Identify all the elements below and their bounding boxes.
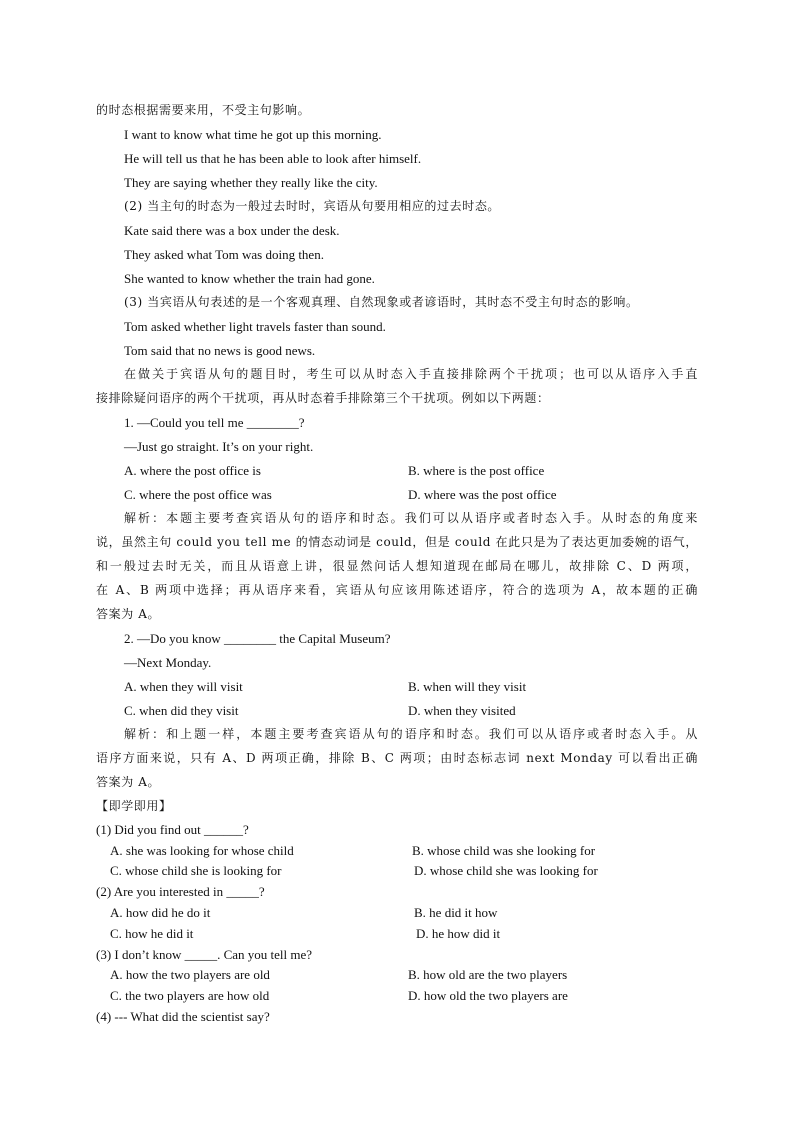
exercise-stem: (4) --- What did the scientist say? xyxy=(96,1009,270,1024)
option-b: B. he did it how xyxy=(414,905,498,920)
example-sentence: I want to know what time he got up this morning. xyxy=(124,127,382,142)
option-b: B. when will they visit xyxy=(408,679,527,694)
option-c: C. the two players are how old xyxy=(110,988,270,1003)
analysis-line: 在 A、B 两项中选择；再从语序来看，宾语从句应该用陈述语序，符合的选项为 A，故本题的正确 xyxy=(96,583,698,597)
analysis-line: 说，虽然主句 could you tell me 的情态动词是 could，但是 could 在此只是为了表达更加委婉的语气， xyxy=(96,535,698,549)
rule-heading: (3) 当宾语从句表述的是一个客观真理、自然现象或者谚语时，其时态不受主句时态的影响。 xyxy=(124,295,639,309)
analysis-line: 答案为 A。 xyxy=(96,775,161,789)
rule-heading: (2) 当主句的时态为一般过去时时，宾语从句要用相应的过去时态。 xyxy=(124,199,501,213)
question-reply: —Just go straight. It’s on your right. xyxy=(124,439,314,454)
option-a: A. how did he do it xyxy=(110,905,211,920)
option-b: B. whose child was she looking for xyxy=(412,843,596,858)
question-reply: —Next Monday. xyxy=(124,655,212,670)
section-heading: 【即学即用】 xyxy=(96,799,172,813)
option-d: D. he how did it xyxy=(416,926,501,941)
option-c: C. where the post office was xyxy=(124,487,272,502)
example-sentence: She wanted to know whether the train had gone. xyxy=(124,271,375,286)
paragraph-line: 的时态根据需要来用，不受主句影响。 xyxy=(96,103,311,117)
exercise-stem: (1) Did you find out ______? xyxy=(96,822,249,837)
exercise-stem: (2) Are you interested in _____? xyxy=(96,884,265,899)
example-sentence: They are saying whether they really like the city. xyxy=(124,175,378,190)
option-a: A. she was looking for whose child xyxy=(110,843,294,858)
exercise-stem: (3) I don’t know _____. Can you tell me? xyxy=(96,947,313,962)
analysis-line: 和一般过去时无关，而且从语意上讲，很显然问话人想知道现在邮局在哪儿，故排除 C、D 两项， xyxy=(96,559,698,573)
example-sentence: Kate said there was a box under the desk. xyxy=(124,223,340,238)
option-d: D. where was the post office xyxy=(408,487,557,502)
option-c: C. when did they visit xyxy=(124,703,239,718)
analysis-line: 解析：和上题一样，本题主要考查宾语从句的语序和时态。我们可以从语序或者时态入手。从 xyxy=(124,727,698,741)
analysis-line: 语序方面来说，只有 A、D 两项正确，排除 B、C 两项；由时态标志词 next Monday 可以看出正确 xyxy=(96,751,698,765)
example-sentence: They asked what Tom was doing then. xyxy=(124,247,324,262)
analysis-line: 解析：本题主要考查宾语从句的语序和时态。我们可以从语序或者时态入手。从时态的角度来 xyxy=(124,511,698,525)
paragraph-line: 在做关于宾语从句的题目时，考生可以从时态入手直接排除两个干扰项；也可以从语序入手直 xyxy=(124,367,698,381)
option-a: A. how the two players are old xyxy=(110,967,270,982)
analysis-line: 答案为 A。 xyxy=(96,607,161,621)
option-d: D. how old the two players are xyxy=(408,988,568,1003)
option-d: D. whose child she was looking for xyxy=(414,863,598,878)
option-d: D. when they visited xyxy=(408,703,516,718)
question-stem: 2. —Do you know ________ the Capital Museum? xyxy=(124,631,391,646)
question-stem: 1. —Could you tell me ________? xyxy=(124,415,305,430)
option-c: C. whose child she is looking for xyxy=(110,863,282,878)
paragraph-line: 接排除疑问语序的两个干扰项，再从时态着手排除第三个干扰项。例如以下两题： xyxy=(96,391,550,405)
option-b: B. how old are the two players xyxy=(408,967,568,982)
example-sentence: Tom said that no news is good news. xyxy=(124,343,316,358)
option-a: A. when they will visit xyxy=(124,679,243,694)
option-a: A. where the post office is xyxy=(124,463,261,478)
example-sentence: Tom asked whether light travels faster than sound. xyxy=(124,319,386,334)
option-b: B. where is the post office xyxy=(408,463,545,478)
option-c: C. how he did it xyxy=(110,926,194,941)
example-sentence: He will tell us that he has been able to look after himself. xyxy=(124,151,422,166)
